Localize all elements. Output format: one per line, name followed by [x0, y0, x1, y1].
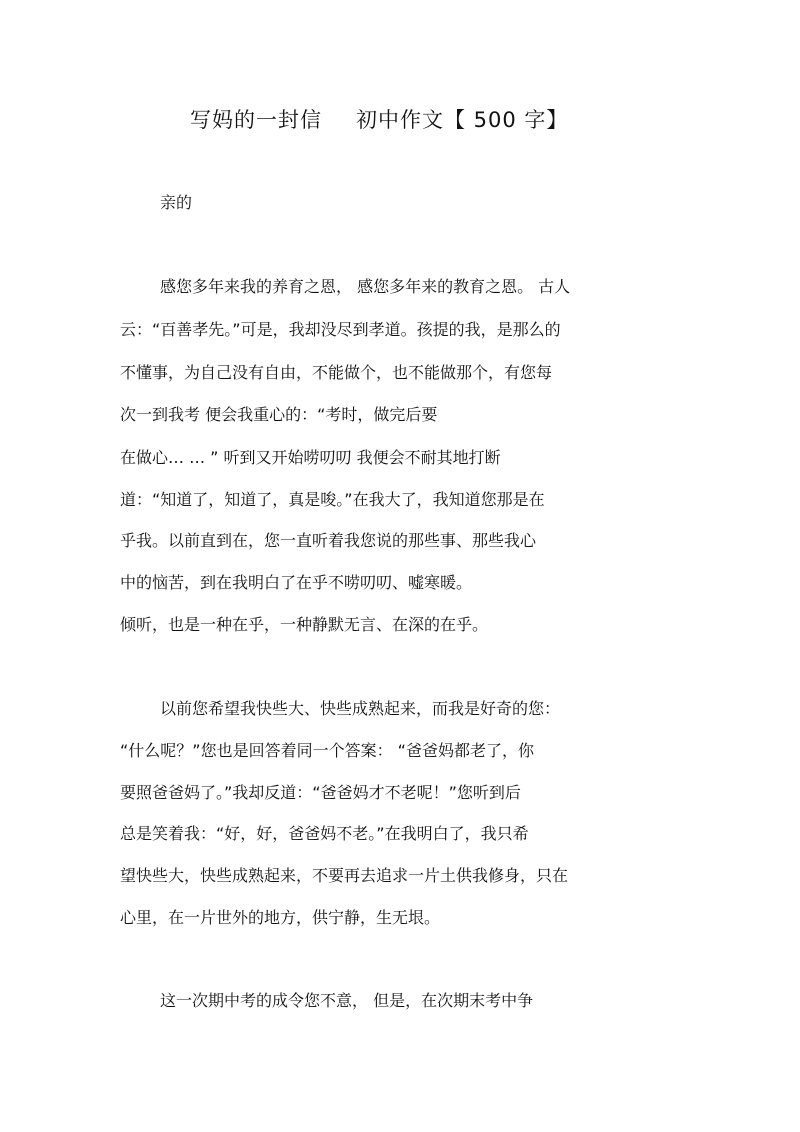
paragraph-1-line-3: 不懂事，为自己没有自由，不能做个，也不能做那个，有您每: [120, 363, 553, 382]
paragraph-2-line-1: 以前您希望我快些大、快些成熟起来，而我是好奇的您：: [160, 699, 561, 718]
document-title: [190, 104, 568, 134]
paragraph-1-line-4: 次一到我考 便会我重心的：“考时，做完后要: [120, 405, 438, 424]
paragraph-3-line-1: 这一次期中考的成令您不意， 但是，在次期末考中争: [160, 991, 534, 1010]
paragraph-2-line-5: 望快些大，快些成熟起来，不要再去追求一片土供我修身，只在: [120, 866, 569, 885]
paragraph-2-line-4: 总是笑着我：“好，好，爸爸妈不老。”在我明白了，我只希: [120, 824, 529, 843]
salutation: 亲的: [160, 193, 193, 212]
paragraph-2-line-6: 心里，在一片世外的地方，供宁静，生无垠。: [120, 908, 441, 927]
title-main: 写妈的一封信: [190, 108, 322, 132]
paragraph-2-line-3: 要照爸爸妈了。”我却反道：“爸爸妈才不老呢！”您听到后: [120, 783, 521, 802]
title-suffix: 初中作文【 500 字】: [356, 108, 569, 132]
paragraph-1-line-9: 倾听，也是一种在乎，一种静默无言、在深的在乎。: [120, 615, 489, 634]
paragraph-1-line-5: 在做心… … ” 听到又开始唠叨叨 我便会不耐其地打断: [120, 448, 501, 467]
paragraph-1-line-7: 乎我。以前直到在，您一直听着我您说的那些事、那些我心: [120, 531, 537, 550]
paragraph-1-line-1: 感您多年来我的养育之恩， 感您多年来的教育之恩。 古人: [160, 277, 571, 296]
paragraph-1-line-8: 中的恼苦，到在我明白了在乎不唠叨叨、嘘寒暖。: [120, 573, 473, 592]
paragraph-1-line-2: 云：“百善孝先。”可是，我却没尽到孝道。孩提的我，是那么的: [120, 320, 561, 339]
paragraph-1-line-6: 道：“知道了，知道了，真是唆。”在我大了，我知道您那是在: [120, 490, 545, 509]
paragraph-2-line-2: “什么呢？”您也是回答着同一个答案： “爸爸妈都老了，你: [120, 741, 534, 760]
